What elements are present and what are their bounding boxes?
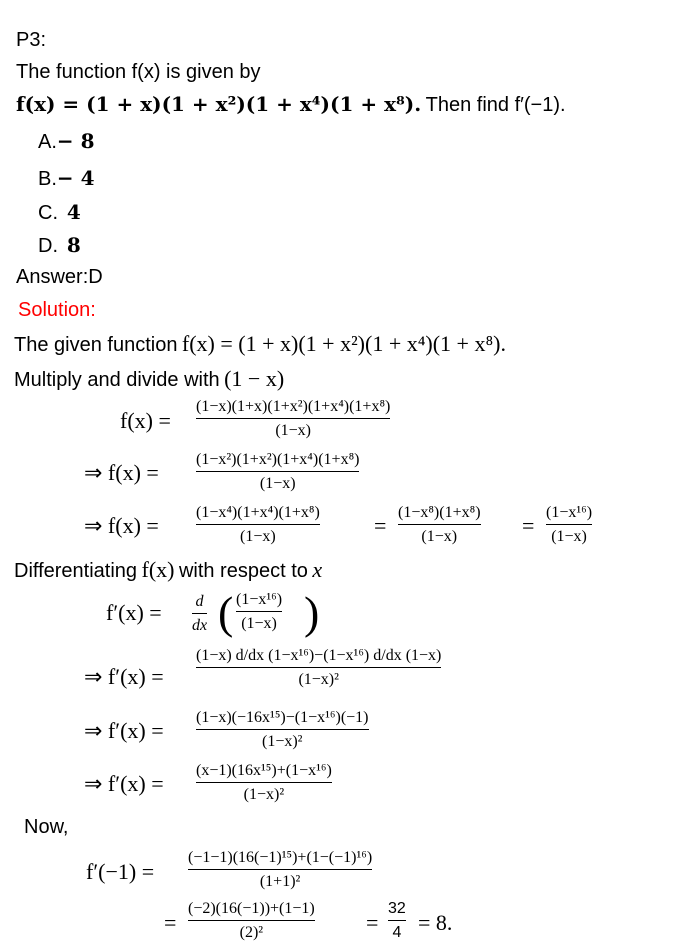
- step2-lhs: ⇒ f(x) =: [84, 460, 159, 485]
- fraction-denominator: (1−x): [259, 475, 296, 492]
- fraction-bar: [196, 782, 332, 783]
- solution-line-2-math: (1 − x): [224, 366, 285, 391]
- derivative-step4-fraction: [196, 761, 332, 804]
- solution-line-1-text: The given function: [14, 334, 178, 356]
- option-a: [38, 128, 95, 154]
- fraction-numerator: (1−x⁴)(1+x⁴)(1+x⁸): [196, 504, 320, 521]
- fraction-numerator: (1−x²)(1+x²)(1+x⁴)(1+x⁸): [196, 451, 360, 468]
- fraction-denominator: (1−x): [421, 528, 458, 545]
- derivative-step1-lhs: f′(x) =: [106, 600, 162, 625]
- fraction-denominator: (1−x)²: [243, 786, 285, 803]
- equals-sign: =: [522, 513, 535, 538]
- fraction-denominator: (1+1)²: [259, 873, 301, 890]
- problem-statement: [16, 91, 566, 117]
- solution-heading: Solution:: [18, 299, 96, 321]
- option-value: 4: [66, 200, 81, 224]
- fraction-bar: [546, 524, 592, 525]
- fraction-denominator: 4: [392, 924, 402, 941]
- answer: [16, 265, 103, 289]
- fraction-denominator: (1−x): [275, 422, 312, 439]
- problem-intro: The function f(x) is given by: [16, 61, 261, 83]
- equals-sign: =: [374, 513, 387, 538]
- fraction-bar: [192, 613, 207, 614]
- operator-numerator: d: [195, 593, 204, 610]
- fraction-denominator: (1−x): [240, 528, 276, 545]
- fraction-bar: [196, 471, 359, 472]
- fraction-bar: [236, 611, 282, 612]
- fraction-numerator: (1−x)(1+x)(1+x²)(1+x⁴)(1+x⁸): [196, 398, 391, 415]
- problem-question: Then find f′(−1).: [425, 94, 566, 116]
- equals-sign: =: [366, 910, 379, 935]
- derivative-step3-lhs: ⇒ f′(x) =: [84, 718, 164, 743]
- fraction-denominator: (2)²: [239, 924, 264, 941]
- fraction-numerator: (−2)(16(−1))+(1−1): [188, 900, 315, 917]
- solution-line-2: [14, 366, 284, 392]
- fraction-bar: [196, 524, 320, 525]
- derivative-operator: [192, 592, 207, 635]
- option-b: [38, 165, 95, 191]
- now-label: Now,: [24, 816, 69, 838]
- derivative-step3-fraction: [196, 708, 369, 751]
- fraction-bar: [196, 729, 369, 730]
- solution-line-1-math: f(x) = (1 + x)(1 + x²)(1 + x⁴)(1 + x⁸).: [181, 331, 506, 356]
- answer-value: D: [88, 266, 103, 288]
- fraction-numerator: 32: [388, 900, 406, 917]
- evaluation-result: = 8.: [418, 910, 453, 935]
- option-value: − 8: [56, 129, 95, 153]
- evaluation-step2-fraction-b: [388, 899, 406, 942]
- fraction-numerator: (1−x⁸)(1+x⁸): [398, 504, 481, 521]
- operator-denominator: dx: [192, 617, 208, 634]
- step1-fraction: [196, 397, 390, 440]
- fraction-bar: [188, 869, 372, 870]
- close-paren: ): [304, 587, 320, 638]
- fraction-bar: [196, 418, 390, 419]
- solution-line-2-text: Multiply and divide with: [14, 369, 220, 391]
- differentiating-line: [14, 557, 322, 583]
- step3-fraction-c: [546, 503, 592, 546]
- evaluation-step2-equals: =: [164, 910, 177, 935]
- option-label: B.: [38, 168, 57, 190]
- step3-fraction-b: [398, 503, 481, 546]
- option-label: C.: [38, 202, 58, 224]
- problem-id: P3:: [16, 29, 47, 51]
- fraction-numerator: (x−1)(16x¹⁵)+(1−x¹⁶): [196, 762, 332, 779]
- differentiating-function: f(x): [141, 557, 175, 582]
- fraction-numerator: (−1−1)(16(−1)¹⁵)+(1−(−1)¹⁶): [188, 849, 373, 866]
- option-d: [38, 232, 81, 258]
- fraction-bar: [188, 920, 315, 921]
- option-c: [38, 199, 81, 225]
- fraction-numerator: (1−x) d/dx (1−x¹⁶)−(1−x¹⁶) d/dx (1−x): [196, 647, 442, 664]
- answer-label: Answer:: [16, 266, 89, 288]
- open-paren: (: [218, 587, 234, 638]
- fraction-bar: [388, 920, 406, 921]
- differentiating-text: Differentiating: [14, 560, 138, 582]
- differentiating-text-2: with respect to: [178, 560, 308, 582]
- problem-function: f(x) = (1 + x)(1 + x²)(1 + x⁴)(1 + x⁸).: [16, 92, 422, 116]
- option-label: A.: [38, 131, 57, 153]
- evaluation-step2-fraction: [188, 899, 315, 942]
- fraction-denominator: (1−x)²: [298, 671, 339, 688]
- derivative-step2-lhs: ⇒ f′(x) =: [84, 664, 164, 689]
- step3-lhs: ⇒ f(x) =: [84, 513, 159, 538]
- fraction-bar: [398, 524, 481, 525]
- derivative-step1-fraction: [236, 590, 282, 633]
- evaluation-step1-lhs: f′(−1) =: [86, 859, 155, 884]
- option-value: 8: [66, 233, 81, 257]
- fraction-numerator: (1−x)(−16x¹⁵)−(1−x¹⁶)(−1): [196, 709, 369, 726]
- step1-lhs: f(x) =: [120, 408, 171, 433]
- fraction-bar: [196, 667, 441, 668]
- step2-fraction: [196, 450, 359, 493]
- option-label: D.: [38, 235, 58, 257]
- fraction-numerator: (1−x¹⁶): [236, 591, 283, 608]
- step3-fraction-a: [196, 503, 320, 546]
- fraction-denominator: (1−x): [551, 528, 587, 545]
- differentiating-variable: x: [312, 557, 323, 582]
- derivative-step4-lhs: ⇒ f′(x) =: [84, 771, 164, 796]
- fraction-denominator: (1−x)²: [262, 733, 303, 750]
- fraction-denominator: (1−x): [241, 615, 277, 632]
- option-value: − 4: [56, 166, 95, 190]
- evaluation-step1-fraction: [188, 848, 372, 891]
- fraction-numerator: (1−x¹⁶): [546, 504, 593, 521]
- solution-line-1: [14, 331, 506, 357]
- derivative-step2-fraction: [196, 646, 441, 689]
